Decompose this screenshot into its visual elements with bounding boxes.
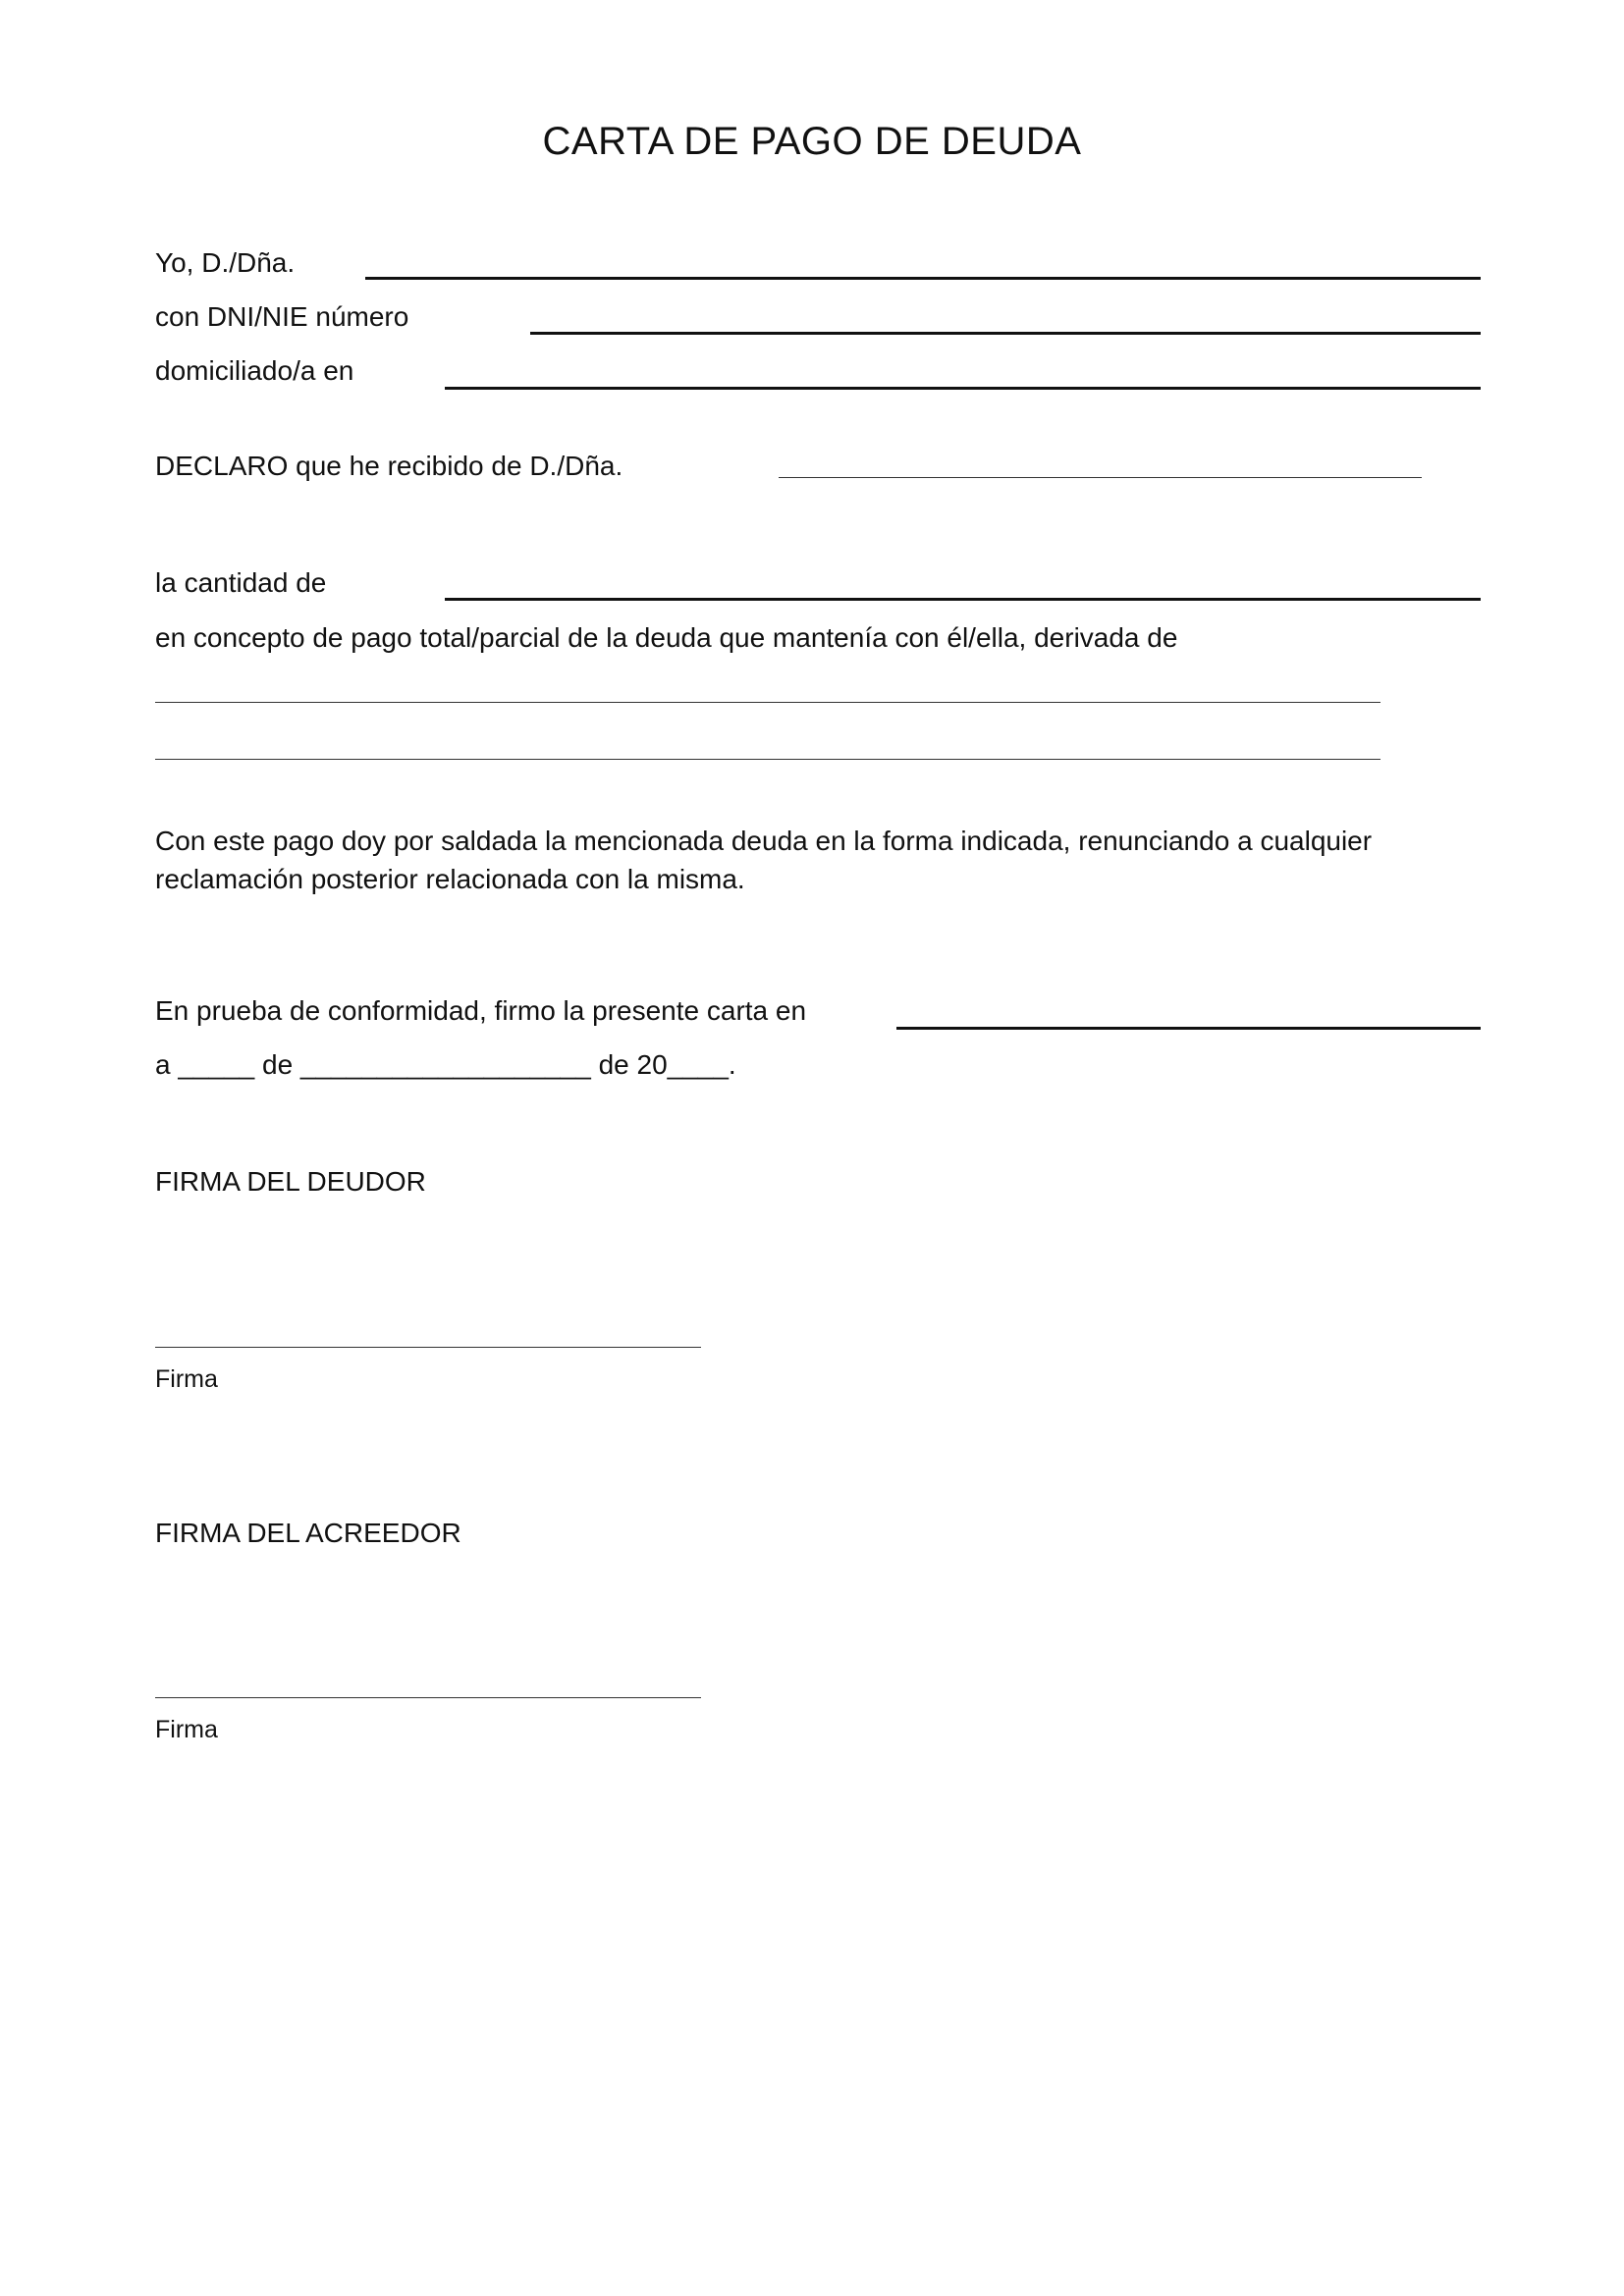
creditor-signature-heading: FIRMA DEL ACREEDOR bbox=[155, 1518, 461, 1548]
dni-label: con DNI/NIE número bbox=[155, 301, 409, 332]
dni-field-line[interactable] bbox=[530, 332, 1481, 335]
document-title: CARTA DE PAGO DE DEUDA bbox=[542, 120, 1082, 163]
settlement-paragraph bbox=[155, 822, 1372, 898]
name-label: Yo, D./Dña. bbox=[155, 247, 296, 278]
debtor-signature-heading: FIRMA DEL DEUDOR bbox=[155, 1166, 426, 1197]
creditor-signature-caption: Firma bbox=[155, 1716, 218, 1743]
domicile-field-line[interactable] bbox=[445, 387, 1481, 390]
concept-blank-line-2[interactable] bbox=[155, 759, 1380, 760]
debtor-signature-caption: Firma bbox=[155, 1365, 218, 1393]
concept-text: en concepto de pago total/parcial de la deuda que mantenía con él/ella, derivada de bbox=[155, 622, 1178, 653]
declare-label: DECLARO que he recibido de D./Dña. bbox=[155, 451, 623, 481]
amount-field-line[interactable] bbox=[445, 598, 1481, 601]
name-field-line[interactable] bbox=[365, 277, 1481, 280]
settlement-line-1: Con este pago doy por saldada la mencionada deuda en la forma indicada, renunciando a cualquier bbox=[155, 826, 1373, 856]
place-field-line[interactable] bbox=[896, 1027, 1481, 1030]
date-line[interactable]: a _____ de ___________________ de 20____. bbox=[155, 1049, 736, 1080]
concept-blank-line-1[interactable] bbox=[155, 702, 1380, 703]
declare-field-line[interactable] bbox=[779, 477, 1422, 478]
debtor-signature-line[interactable] bbox=[155, 1347, 701, 1348]
creditor-signature-line[interactable] bbox=[155, 1697, 701, 1698]
conformity-label: En prueba de conformidad, firmo la presente carta en bbox=[155, 995, 807, 1026]
settlement-line-2: reclamación posterior relacionada con la misma. bbox=[155, 864, 745, 894]
domicile-label: domiciliado/a en bbox=[155, 355, 354, 386]
amount-label: la cantidad de bbox=[155, 567, 327, 598]
